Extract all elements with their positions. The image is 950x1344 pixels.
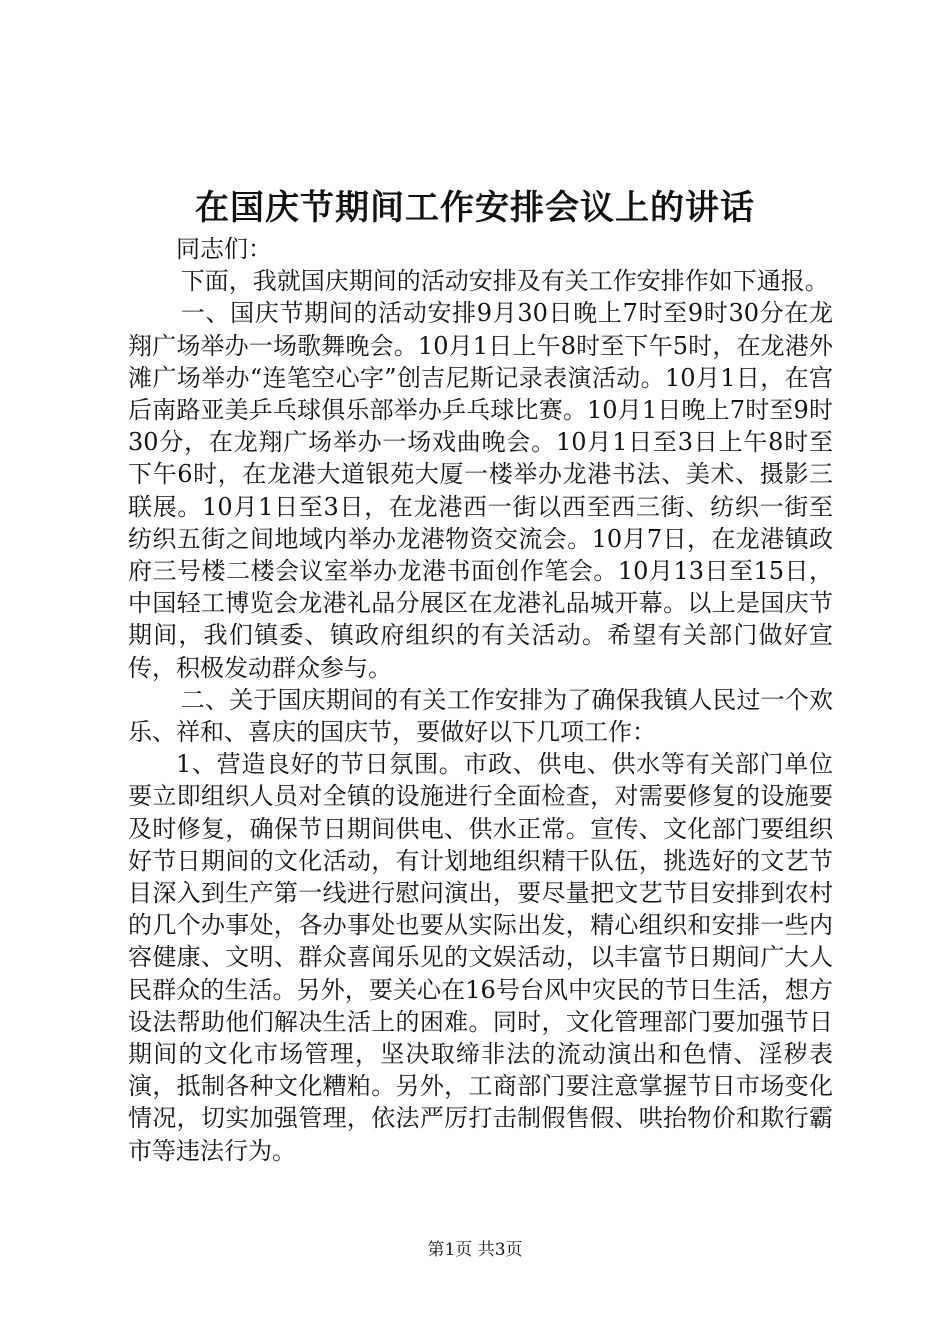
festival-atmosphere-paragraph: 1、营造良好的节日氛围。市政、供电、供水等有关部门单位要立即组织人员对全镇的设施进行全面检查，对需要修复的设施要及时修复，确保节日期间供电、供水正常。宣传、文化部门要组织好节日期间的文化活动，有计划地组织精干队伍，挑选好的文艺节目深入到生产第一线进行慰问演出，要尽量把文艺节目安排到农村的几个办事处，各办事处也要从实际出发，精心组织和安排一些内容健康、文明、群众喜闻乐见的文娱活动，以丰富节日期间广大人民群众的生活。另外，要关心在16号台风中灾民的节日生活，想方设法帮助他们解决生活上的困难。同时，文化管理部门要加强节日期间的文化市场管理，坚决取缔非法的流动演出和色情、淫秽表演，抵制各种文化糟粕。另外，工商部门要注意掌握节日市场变化情况，切实加强管理，依法严厉打击制假售假、哄抬物价和欺行霸市等违法行为。 [128,750,833,1165]
document-title: 在国庆节期间工作安排会议上的讲话 [195,188,755,228]
salutation-paragraph: 同志们： [176,235,272,263]
page-footer: 第1页 共3页 [427,1240,523,1260]
work-arrangement-heading-paragraph: 二、关于国庆期间的有关工作安排为了确保我镇人民过一个欢乐、祥和、喜庆的国庆节，要做好以下几项工作： [128,685,833,747]
intro-paragraph: 下面，我就国庆期间的活动安排及有关工作安排作如下通报。 [180,267,829,296]
document-body [128,233,833,1167]
activity-schedule-paragraph: 一、国庆节期间的活动安排9月30日晚上7时至9时30分在龙翔广场举办一场歌舞晚会。10月1日上午8时至下午5时，在龙港外滩广场举办“连笔空心字”创吉尼斯记录表演活动。10月1日，在宫后南路亚美乒乓球俱乐部举办乒乓球比赛。10月1日晚上7时至9时30分，在龙翔广场举办一场戏曲晚会。10月1日至3日上午8时至下午6时，在龙港大道银苑大厦一楼举办龙港书法、美术、摄影三联展。10月1日至3日，在龙港西一街以西至西三街、纺织一街至纺织五街之间地域内举办龙港物资交流会。10月7日，在龙港镇政府三号楼二楼会议室举办龙港书面创作笔会。10月13日至15日，中国轻工博览会龙港礼品分展区在龙港礼品城开幕。以上是国庆节期间，我们镇委、镇政府组织的有关活动。希望有关部门做好宣传，积极发动群众参与。 [128,299,833,682]
